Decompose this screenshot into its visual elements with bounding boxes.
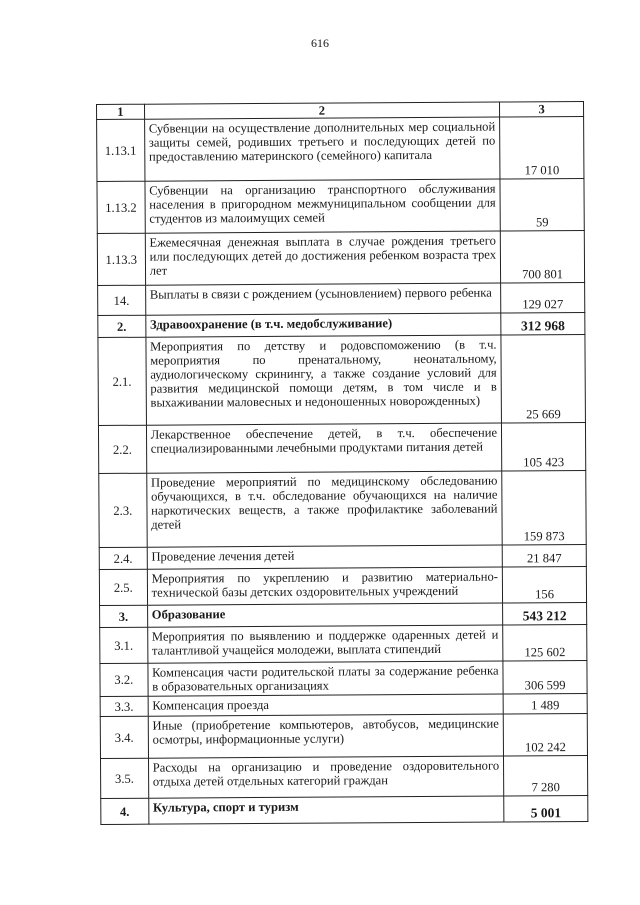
row-value-cell: 156	[502, 567, 586, 604]
column-header-3: 3	[500, 102, 584, 118]
row-number-cell: 2.1.	[98, 337, 146, 425]
table-row	[98, 283, 585, 316]
row-value-cell: 159 873	[502, 471, 586, 546]
section-row	[98, 313, 585, 338]
row-number-cell: 3.5.	[100, 758, 148, 798]
row-value-cell: 700 801	[500, 231, 584, 284]
row-value-cell: 25 669	[501, 335, 585, 424]
row-number-cell: 2.5.	[99, 569, 147, 605]
row-value-cell: 306 599	[503, 661, 587, 695]
row-number-cell: 2.3.	[99, 473, 147, 547]
row-number-cell: 1.13.1	[97, 119, 145, 181]
column-header-2: 2	[144, 102, 499, 119]
row-description-cell: Субвенции на осуществление дополнительных мер социальной защиты семей, родивших третьего и последующих детей по предоставлению материнского (семейного) капитала	[144, 117, 500, 181]
row-value-cell: 7 280	[504, 756, 588, 797]
column-header-1: 1	[97, 104, 145, 119]
row-number-cell: 3.	[100, 605, 148, 627]
table-row	[98, 423, 585, 474]
row-number-cell: 4.	[101, 798, 149, 824]
row-value-cell: 105 423	[502, 423, 586, 472]
row-value-cell: 59	[500, 179, 584, 232]
table-row	[97, 231, 584, 286]
table-row	[97, 117, 584, 182]
table-row	[100, 714, 587, 759]
row-number-cell: 2.	[98, 315, 146, 337]
row-description-cell: Иные (приобретение компьютеров, автобусов, медицинские осмотры, информационные услуги)	[148, 714, 504, 758]
table-row	[99, 545, 586, 570]
row-value-cell: 312 968	[501, 313, 585, 336]
row-description-cell: Мероприятия по выявлению и поддержке одаренных детей и талантливой учащейся молодежи, выплата стипендий	[147, 625, 503, 663]
row-description-cell: Компенсация части родительской платы за содержание ребенка в образовательных организациях	[148, 661, 504, 696]
section-row	[100, 603, 587, 628]
section-row	[101, 796, 588, 825]
page-number: 616	[311, 36, 329, 50]
row-description-cell: Выплаты в связи с рождением (усыновлением) первого ребенка	[145, 283, 501, 315]
row-number-cell: 2.4.	[99, 547, 147, 569]
row-value-cell: 543 212	[503, 603, 587, 626]
row-number-cell: 14.	[98, 285, 146, 315]
row-description-cell: Здравоохранение (в т.ч. медобслуживание)	[145, 313, 501, 337]
row-description-cell: Образование	[147, 603, 503, 627]
table-body	[97, 102, 588, 825]
row-description-cell: Проведение лечения детей	[147, 545, 503, 569]
table-row	[100, 756, 587, 799]
row-number-cell: 3.3.	[100, 696, 148, 716]
row-description-cell: Ежемесячная денежная выплата в случае рождения третьего или последующих детей до достижения ребенком возраста трех лет	[145, 231, 501, 285]
row-number-cell: 3.1.	[100, 627, 148, 663]
row-value-cell: 5 001	[504, 796, 588, 823]
row-value-cell: 125 602	[503, 625, 587, 662]
table-row	[97, 179, 584, 234]
row-description-cell: Расходы на организацию и проведение оздоровительного отдыха детей отдельных категорий граждан	[148, 756, 504, 798]
row-description-cell: Мероприятия по укреплению и развитию материально-технической базы детских оздоровительных учреждений	[147, 567, 503, 605]
row-description-cell: Проведение мероприятий по медицинскому обследованию обучающихся, в т.ч. обследование обучающихся на наличие наркотических веществ, а также профилактике заболеваний детей	[146, 471, 502, 547]
table-row	[99, 567, 586, 606]
row-value-cell: 21 847	[502, 545, 586, 568]
row-value-cell: 1 489	[503, 694, 587, 715]
table-row	[99, 471, 586, 548]
row-number-cell: 2.2.	[98, 425, 146, 473]
table-row	[100, 661, 587, 697]
row-value-cell: 17 010	[500, 117, 584, 180]
table-row	[100, 625, 587, 664]
row-description-cell: Компенсация проезда	[148, 694, 504, 716]
row-number-cell: 3.2.	[100, 663, 148, 696]
row-number-cell: 3.4.	[100, 716, 148, 758]
row-description-cell: Мероприятия по детству и родовспоможению (в т.ч. мероприятия по пренатальному, неонатальному, аудиологическому скринингу, а также создание условий для развития медицинской помощи детям, в том числе и в выхаживании маловесных и недоношенных новорожденных)	[146, 335, 502, 425]
row-number-cell: 1.13.2	[97, 181, 145, 233]
table-row	[98, 335, 586, 426]
row-number-cell: 1.13.3	[97, 233, 145, 285]
row-value-cell: 129 027	[501, 283, 585, 314]
row-description-cell: Лекарственное обеспечение детей, в т.ч. обеспечение специализированными лечебными продуктами питания детей	[146, 423, 502, 473]
row-description-cell: Субвенции на организацию транспортного обслуживания населения в пригородном межмуниципальном сообщении для студентов из малоимущих семей	[145, 179, 501, 233]
budget-table	[96, 101, 588, 825]
row-description-cell: Культура, спорт и туризм	[148, 796, 504, 824]
row-value-cell: 102 242	[503, 714, 587, 757]
